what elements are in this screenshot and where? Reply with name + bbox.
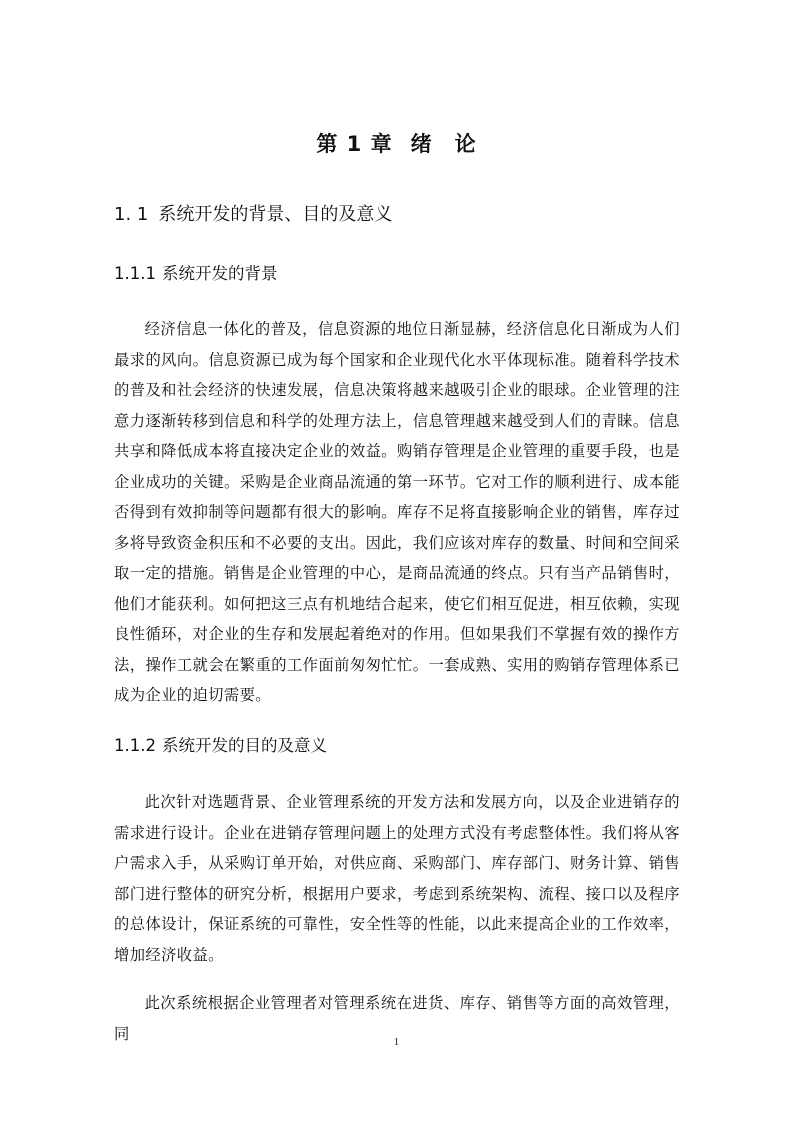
paragraph-purpose-2: 此次系统根据企业管理者对管理系统在进货、库存、销售等方面的高效管理，同 bbox=[114, 994, 680, 1043]
subsection-title-purpose: 系统开发的目的及意义 bbox=[161, 736, 327, 755]
section-number: 1. 1 bbox=[114, 204, 149, 225]
page-number: 1 bbox=[394, 1037, 399, 1048]
chapter-number: 第 1 章 bbox=[316, 132, 393, 156]
section-heading bbox=[114, 200, 392, 230]
subsection-title-background: 系统开发的背景 bbox=[161, 264, 278, 283]
subsection-number-background: 1.1.1 bbox=[114, 264, 156, 283]
chapter-title bbox=[0, 128, 793, 160]
paragraph-background: 经济信息一体化的普及，信息资源的地位日渐显赫，经济信息化日渐成为人们最求的风向。信息资源已成为每个国家和企业现代化水平体现标准。随着科学技术的普及和社会经济的快速发展，信息决策将越来越吸引企业的眼球。企业管理的注意力逐渐转移到信息和科学的处理方法上，信息管理越来越受到人们的青睐。信息共享和降低成本将直接决定企业的效益。购销存管理是企业管理的重要手段，也是企业成功的关键。采购是企业商品流通的第一环节。它对工作的顺利进行、成本能否得到有效抑制等问题都有很大的影响。库存不足将直接影响企业的销售，库存过多将导致资金积压和不必要的支出。因此，我们应该对库存的数量、时间和空间采取一定的措施。销售是企业管理的中心，是商品流通的终点。只有当产品销售时，他们才能获利。如何把这三点有机地结合起来，使它们相互促进，相互依赖，实现良性循环，对企业的生存和发展起着绝对的作用。但如果我们不掌握有效的操作方法，操作工就会在繁重的工作面前匆匆忙忙。一套成熟、实用的购销存管理体系已成为企业的迫切需要。 bbox=[114, 320, 680, 704]
subsection-heading-purpose bbox=[114, 732, 327, 760]
subsection-number-purpose: 1.1.2 bbox=[114, 736, 156, 755]
section-title: 系统开发的背景、目的及意义 bbox=[158, 204, 393, 225]
subsection-heading-background bbox=[114, 260, 277, 288]
chapter-name: 绪 论 bbox=[410, 132, 477, 156]
paragraph-purpose-1: 此次针对选题背景、企业管理系统的开发方法和发展方向，以及企业进销存的需求进行设计。企业在进销存管理问题上的处理方式没有考虑整体性。我们将从客户需求入手，从采购订单开始，对供应商、采购部门、库存部门、财务计算、销售部门进行整体的研究分析，根据用户要求，考虑到系统架构、流程、接口以及程序的总体设计，保证系统的可靠性，安全性等的性能，以此来提高企业的工作效率，增加经济收益。 bbox=[114, 793, 680, 964]
